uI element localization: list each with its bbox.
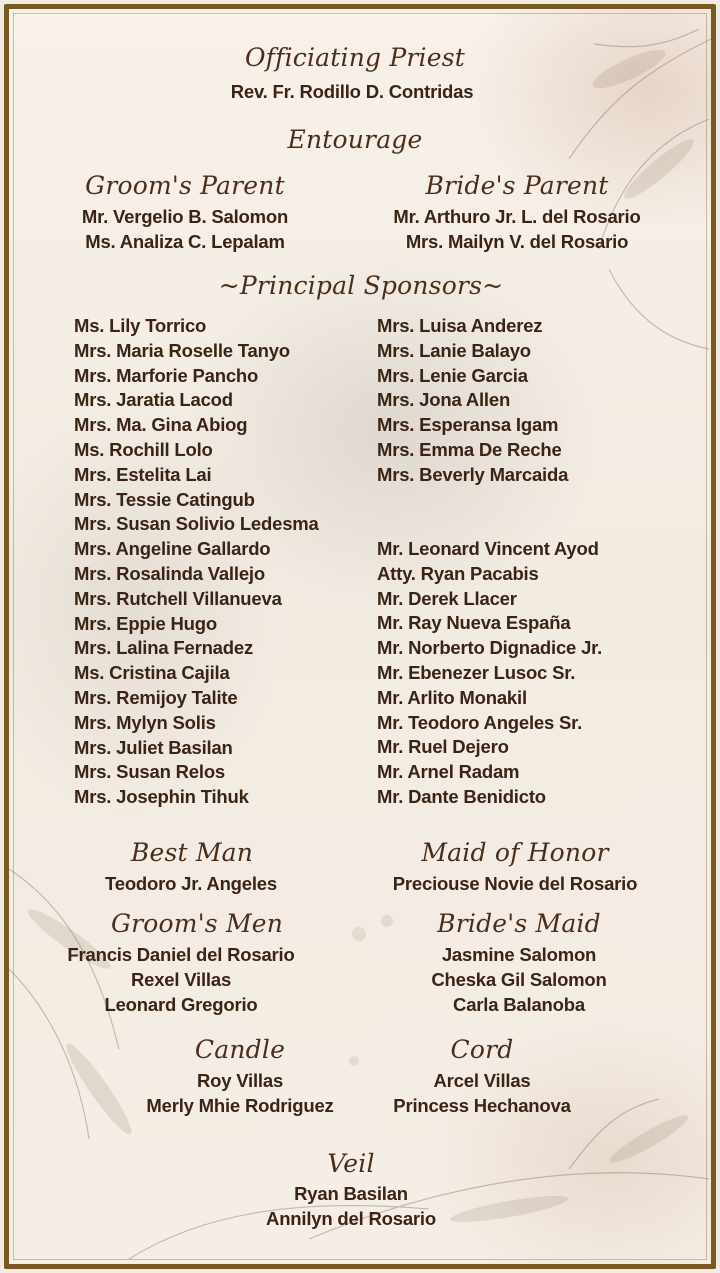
candle-sponsor-name: Merly Mhie Rodriguez — [146, 1095, 334, 1116]
groom-mother-name: Ms. Analiza C. Lepalam — [85, 231, 285, 252]
cord-sponsor-name: Arcel Villas — [433, 1070, 531, 1091]
sponsor-name: Mrs. Juliet Basilan — [74, 736, 233, 758]
sponsor-name: Mrs. Susan Relos — [74, 761, 226, 783]
sponsor-name: Mrs. Maria Roselle Tanyo — [74, 339, 290, 361]
sponsor-name: Mrs. Mylyn Solis — [74, 711, 216, 733]
cord-heading: Cord — [450, 1035, 514, 1064]
bridesmaids-heading: Bride's Maid — [437, 909, 601, 938]
sponsor-name: Mrs. Josephin Tihuk — [74, 786, 249, 808]
sponsor-name: Atty. Ryan Pacabis — [377, 562, 539, 584]
sponsor-name: Ms. Rochill Lolo — [74, 438, 213, 460]
sponsor-name: Mrs. Eppie Hugo — [74, 612, 217, 634]
sponsor-name: Mr. Ray Nueva España — [377, 612, 571, 634]
sponsor-name: Mr. Ruel Dejero — [377, 736, 509, 758]
sponsor-name: Mrs. Susan Solivio Ledesma — [74, 513, 319, 535]
bridesmaid-name: Cheska Gil Salomon — [431, 969, 607, 990]
groomsman-name: Leonard Gregorio — [104, 994, 258, 1015]
maid-of-honor-heading: Maid of Honor — [421, 838, 609, 867]
sponsor-name: Mrs. Lanie Balayo — [377, 339, 531, 361]
sponsor-name: Mrs. Rutchell Villanueva — [74, 587, 282, 609]
officiating-priest-heading: Officiating Priest — [244, 43, 466, 72]
invitation-card — [4, 4, 716, 1269]
groomsmen-heading: Groom's Men — [110, 909, 284, 938]
officiating-priest-name: Rev. Fr. Rodillo D. Contridas — [230, 81, 474, 102]
sponsor-name: Mrs. Jaratia Lacod — [74, 389, 233, 411]
bride-mother-name: Mrs. Mailyn V. del Rosario — [405, 231, 629, 252]
sponsor-name: Mrs. Jona Allen — [377, 389, 511, 411]
sponsor-name: Mr. Norberto Dignadice Jr. — [377, 637, 603, 659]
sponsor-name: Ms. Cristina Cajila — [74, 662, 230, 684]
groom-parent-heading: Groom's Parent — [85, 171, 285, 200]
sponsor-name: Mrs. Marforie Pancho — [74, 364, 259, 386]
sponsor-name: Mrs. Luisa Anderez — [377, 315, 543, 336]
sponsor-name: Mrs. Esperansa Igam — [377, 414, 559, 436]
groomsman-name: Rexel Villas — [130, 969, 232, 990]
sponsors-right-men-list — [377, 537, 602, 810]
maid-of-honor-name: Preciouse Novie del Rosario — [392, 873, 638, 894]
veil-sponsor-name: Ryan Basilan — [294, 1183, 408, 1204]
bride-parent-heading: Bride's Parent — [425, 171, 609, 200]
groomsman-name: Francis Daniel del Rosario — [67, 944, 295, 965]
sponsor-name: Mrs. Angeline Gallardo — [74, 538, 271, 560]
best-man-heading: Best Man — [130, 838, 254, 867]
bridesmaid-name: Jasmine Salomon — [441, 944, 597, 965]
sponsor-name: Mr. Arnel Radam — [377, 761, 520, 783]
sponsor-name: Mr. Derek Llacer — [377, 587, 517, 609]
sponsor-name: Mrs. Lenie Garcia — [377, 364, 528, 386]
sponsor-name: Mrs. Tessie Catingub — [74, 488, 255, 510]
candle-sponsor-name: Roy Villas — [196, 1070, 284, 1091]
veil-sponsor-name: Annilyn del Rosario — [266, 1208, 436, 1229]
sponsor-name: Mr. Ebenezer Lusoc Sr. — [377, 661, 576, 683]
bride-father-name: Mr. Arthuro Jr. L. del Rosario — [393, 206, 641, 227]
sponsor-name: Mr. Teodoro Angeles Sr. — [377, 711, 583, 733]
sponsor-name: Mrs. Lalina Fernadez — [74, 637, 253, 659]
entourage-heading: Entourage — [287, 125, 423, 154]
bridesmaid-name: Carla Balanoba — [453, 994, 585, 1015]
sponsor-name: Mrs. Emma De Reche — [377, 438, 562, 460]
sponsor-name: Mrs. Beverly Marcaida — [377, 463, 569, 485]
sponsor-name: Mr. Leonard Vincent Ayod — [377, 538, 599, 559]
sponsor-name: Mrs. Remijoy Talite — [74, 686, 238, 708]
sponsor-name: Mr. Dante Benidicto — [377, 785, 546, 807]
candle-heading: Candle — [194, 1035, 286, 1064]
sponsor-name: Mrs. Estelita Lai — [74, 463, 212, 485]
cord-sponsor-name: Princess Hechanova — [393, 1095, 571, 1116]
sponsor-name: Ms. Lily Torrico — [74, 315, 207, 336]
sponsor-name: Mrs. Ma. Gina Abiog — [74, 414, 248, 436]
sponsors-left-list — [74, 314, 319, 810]
groom-father-name: Mr. Vergelio B. Salomon — [81, 206, 289, 227]
principal-sponsors-heading: ~Principal Sponsors~ — [218, 271, 504, 300]
veil-heading: Veil — [327, 1149, 375, 1178]
sponsors-right-women-list — [377, 314, 568, 488]
sponsor-name: Mrs. Rosalinda Vallejo — [74, 562, 265, 584]
sponsor-name: Mr. Arlito Monakil — [377, 686, 527, 708]
best-man-name: Teodoro Jr. Angeles — [105, 873, 277, 894]
